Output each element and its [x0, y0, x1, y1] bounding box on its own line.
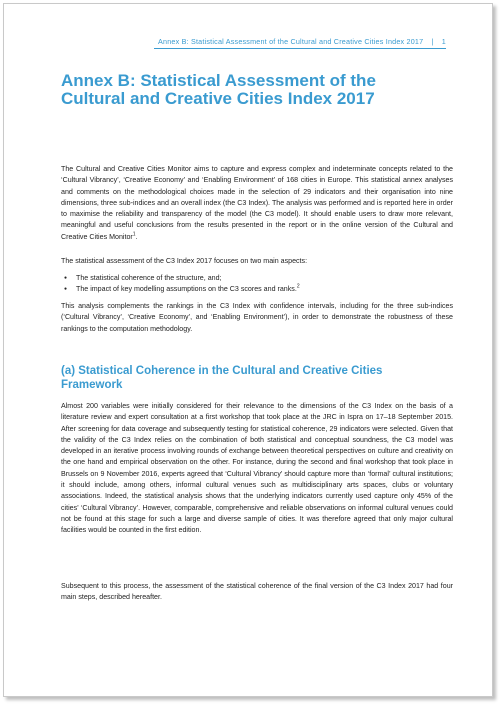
list-item-text: The statistical coherence of the structure, and; [76, 274, 222, 282]
intro-end: . [135, 232, 138, 241]
footnote-ref-1[interactable]: 1 [132, 231, 136, 238]
subsequent-paragraph [61, 581, 453, 604]
list-item [61, 284, 453, 295]
running-header [158, 37, 446, 46]
coherence-paragraph [61, 401, 453, 537]
list-item [61, 273, 453, 284]
list-item-text: The impact of key modelling assumptions on the C3 scores and ranks. [76, 285, 297, 294]
document-page [3, 3, 493, 697]
complement-paragraph [61, 301, 453, 335]
header-rule [154, 48, 446, 49]
intro-text: The Cultural and Creative Cities Monitor aims to capture and express complex and indeterminate concepts related to the ‘Cultural Vibrancy’, ‘Creative Economy’ and ‘Enabling Environment’ of 168 cities in Europe. This statistical annex analyses and comments on the methodological choices made in the selection of 29 indicators and their organisation into nine dimensions, three sub-indices and an overall index (the C3 Index). The analysis was performed and is reported here in order to maximise the reliability and transparency of the model (the C3 model). It should enable users to draw more relevant, meaningful and useful conclusions from the results presented in the report or in the online version of the Cultural and Creative Cities Monitor [61, 165, 453, 241]
footnote-ref-2[interactable]: 2 [296, 284, 300, 291]
running-title: Annex B: Statistical Assessment of the Cultural and Creative Cities Index 2017 [158, 37, 424, 46]
subsequent-text: Subsequent to this process, the assessment of the statistical coherence of the final version of the C3 Index 2017 had four main steps, described hereafter. [61, 582, 453, 602]
aspects-paragraph [61, 256, 453, 267]
aspects-list [61, 273, 453, 296]
annex-title: Annex B: Statistical Assessment of the Cultural and Creative Cities Index 2017 [61, 71, 376, 108]
coherence-text: Almost 200 variables were initially considered for their relevance to the dimensions of the C3 Index on the basis of a literature review and expert consultation at a first workshop that took place at the JRC in Ispra on 17–18 September 2015. After screening for data coverage and subsequently testing for statistical coherence, 29 indicators were selected. Given that the validity of the C3 Index relies on the combination of both statistical and conceptual soundness, the C3 model was developed in an iterative process involving rounds of exchange between theoretical perspectives on culture and creativity on the one hand and empirical observation on the other. For instance, during the second and final workshop that took place in Brussels on 9 November 2016, experts agreed that ‘Cultural Vibrancy’ should capture more than ‘formal’ cultural institutions; it should include, among others, informal cultural venues such as multidisciplinary arts spaces, clubs or voluntary associations. Indeed, the statistical analysis shows that the underlying indicators currently used capture only 45% of the cities’ ‘Cultural Vibrancy’. However, comparable, comprehensive and reliable observations on informal cultural venues could not be found at this stage for such a large and diverse sample of cities. It was therefore agreed that only major cultural facilities would be counted in the first edition. [61, 402, 453, 535]
aspects-text: The statistical assessment of the C3 Index 2017 focuses on two main aspects: [61, 257, 308, 265]
complement-text: This analysis complements the rankings in the C3 Index with confidence intervals, including for the three sub-indices (‘Cultural Vibrancy’, ‘Creative Economy’, and ‘Enabling Environment’), in order to demonstrate the robustness of these rankings to the computation methodology. [61, 302, 453, 333]
intro-paragraph [61, 164, 453, 243]
section-heading: (a) Statistical Coherence in the Cultural and Creative Cities Framework [61, 365, 383, 391]
header-separator: | [431, 37, 434, 46]
page-number: 1 [441, 37, 446, 46]
